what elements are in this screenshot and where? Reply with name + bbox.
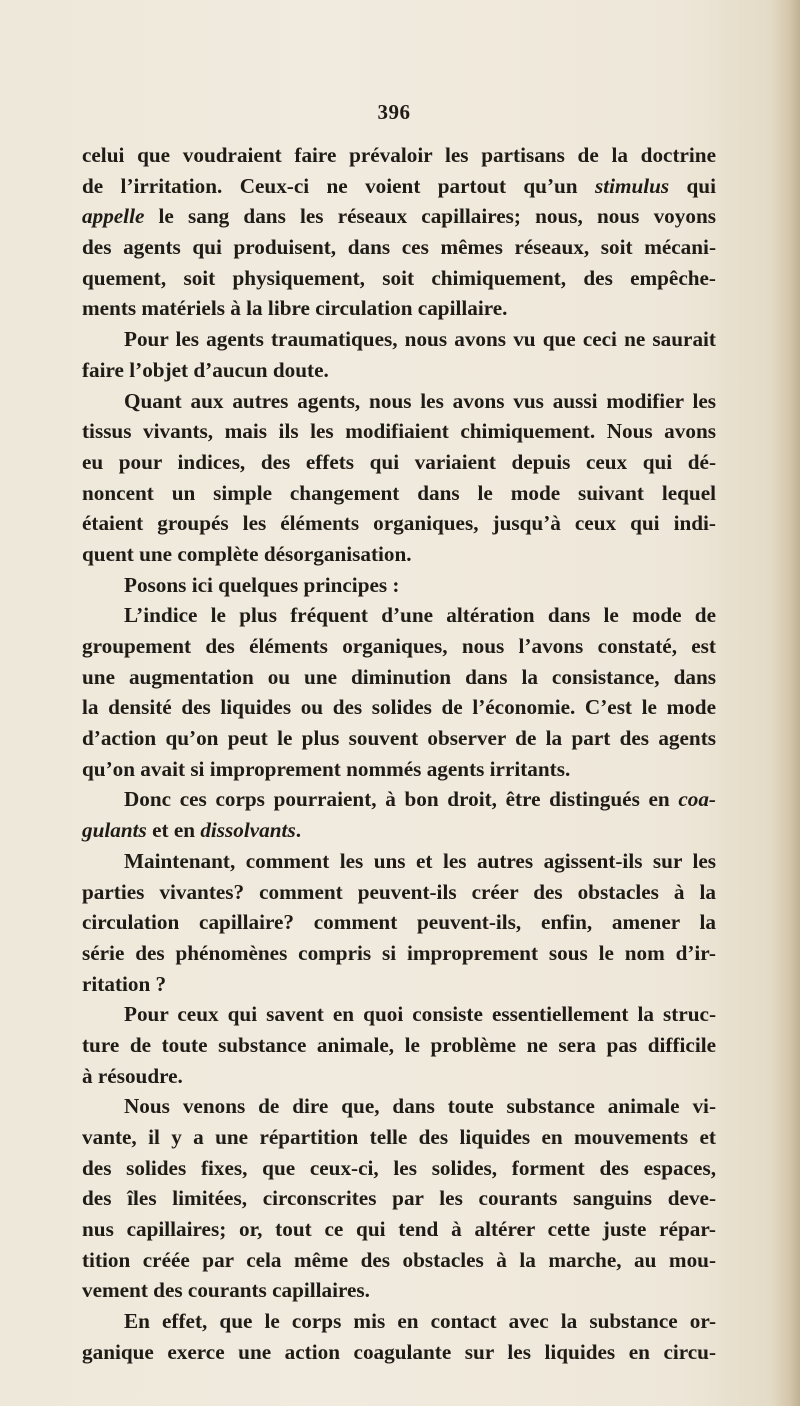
text-line-27: série des phénomènes compris si improprement sous le nom d’ir- xyxy=(82,940,716,965)
text-line-1: celui que voudraient faire prévaloir les partisans de la doctrine xyxy=(82,143,716,167)
text-line-15: Posons ici quelques principes : xyxy=(124,572,400,597)
text-line-4: des agents qui produisent, dans ces mêmes réseaux, soit mécani- xyxy=(82,235,716,260)
text-line-17: groupement des éléments organiques, nous l’avons constaté, est xyxy=(82,634,716,658)
text-line-10: tissus vivants, mais ils les modifiaient chimiquement. Nous avons xyxy=(82,419,716,444)
text-line-33: vante, il y a une répartition telle des liquides en mouvements et xyxy=(82,1125,716,1149)
text-line-24: Maintenant, comment les uns et les autres agissent-ils sur les xyxy=(124,848,716,873)
text-line-2: de l’irritation. Ceux-ci ne voient partout qu’un stimulus qui xyxy=(82,173,716,198)
text-line-11: eu pour indices, des effets qui variaient depuis ceux qui dé- xyxy=(82,449,716,474)
text-line-31: à résoudre. xyxy=(82,1063,183,1088)
text-line-7: Pour les agents traumatiques, nous avons vu que ceci ne saurait xyxy=(124,327,716,352)
text-line-19: la densité des liquides ou des solides de l’économie. C’est le mode xyxy=(82,695,716,720)
text-line-39: En effet, que le corps mis en contact avec la substance or- xyxy=(124,1309,716,1334)
text-line-9: Quant aux autres agents, nous les avons vus aussi modifier les xyxy=(124,388,716,413)
text-line-3: appelle le sang dans les réseaux capillaires; nous, nous voyons xyxy=(82,204,716,229)
text-line-26: circulation capillaire? comment peuvent-ils, enfin, amener la xyxy=(82,910,716,935)
text-line-28: ritation ? xyxy=(82,971,167,996)
text-line-34: des solides fixes, que ceux-ci, les solides, forment des espaces, xyxy=(82,1155,716,1180)
page-number: 396 xyxy=(377,100,411,124)
text-line-35: des îles limitées, circonscrites par les courants sanguins deve- xyxy=(82,1186,716,1211)
text-line-32: Nous venons de dire que, dans toute substance animale vi- xyxy=(124,1094,716,1119)
text-line-36: nus capillaires; or, tout ce qui tend à altérer cette juste répar- xyxy=(82,1217,716,1242)
text-line-37: tition créée par cela même des obstacles à la marche, au mou- xyxy=(82,1247,716,1272)
text-line-13: étaient groupés les éléments organiques, jusqu’à ceux qui indi- xyxy=(82,511,716,536)
text-line-18: une augmentation ou une diminution dans la consistance, dans xyxy=(82,664,716,689)
page-edge-shadow xyxy=(774,0,800,1406)
body-text xyxy=(82,140,716,1368)
text-line-25: parties vivantes? comment peuvent-ils créer des obstacles à la xyxy=(82,879,716,904)
text-line-40: ganique exerce une action coagulante sur les liquides en circu- xyxy=(82,1339,716,1364)
text-line-20: d’action qu’on peut le plus souvent observer de la part des agents xyxy=(82,726,716,751)
text-line-22: Donc ces corps pourraient, à bon droit, être distingués en coa- xyxy=(124,787,716,812)
text-line-23: gulants et en dissolvants. xyxy=(82,818,301,843)
text-line-5: quement, soit physiquement, soit chimiquement, des empêche- xyxy=(82,265,716,290)
text-line-12: noncent un simple changement dans le mode suivant lequel xyxy=(82,480,716,505)
text-line-29: Pour ceux qui savent en quoi consiste essentiellement la struc- xyxy=(124,1002,716,1027)
text-line-16: L’indice le plus fréquent d’une altération dans le mode de xyxy=(124,603,716,628)
text-line-21: qu’on avait si improprement nommés agents irritants. xyxy=(82,756,571,781)
text-line-38: vement des courants capillaires. xyxy=(82,1278,370,1303)
text-line-6: ments matériels à la libre circulation capillaire. xyxy=(82,296,508,321)
text-line-14: quent une complète désorganisation. xyxy=(82,541,412,566)
text-line-8: faire l’objet d’aucun doute. xyxy=(82,357,329,382)
text-line-30: ture de toute substance animale, le problème ne sera pas difficile xyxy=(82,1032,716,1057)
